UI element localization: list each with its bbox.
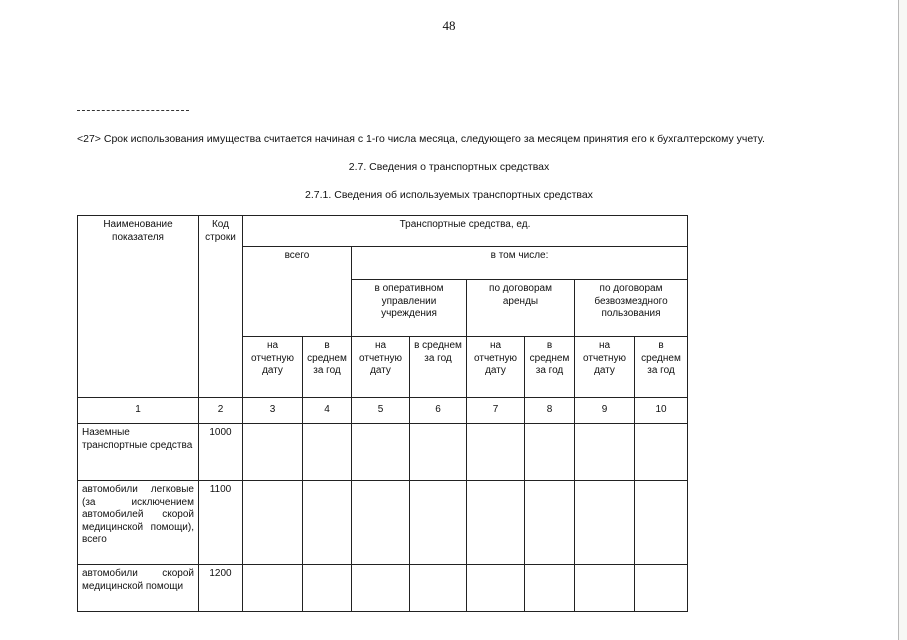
table-cell — [575, 481, 635, 565]
table-row — [78, 424, 688, 481]
col-number: 7 — [467, 398, 525, 424]
page-number: 48 — [442, 18, 456, 33]
table-cell — [525, 565, 575, 612]
header-on-date: на отчетную дату — [467, 337, 525, 398]
col-number: 6 — [410, 398, 467, 424]
footnote-separator — [77, 110, 189, 111]
header-avg-year: в среднем за год — [410, 337, 467, 398]
row-code: 1200 — [199, 565, 243, 612]
section-title: 2.7. Сведения о транспортных средствах — [348, 161, 550, 173]
footnote: <27> Срок использования имущества считается начиная с 1-го числа месяца, следующего за месяцем принятия его к бухгалтерскому учету. — [77, 133, 765, 145]
header-lease: по договорам аренды — [467, 280, 575, 337]
table-cell — [243, 481, 303, 565]
table-cell — [243, 424, 303, 481]
table-cell — [525, 481, 575, 565]
header-avg-year: в среднем за год — [525, 337, 575, 398]
table-cell — [303, 481, 352, 565]
table-cell — [575, 565, 635, 612]
header-on-date: на отчетную дату — [352, 337, 410, 398]
table-cell — [467, 424, 525, 481]
col-number: 3 — [243, 398, 303, 424]
row-name: автомобили скорой медицинской помощи — [78, 565, 199, 612]
vehicles-table — [77, 215, 688, 612]
table-cell — [575, 424, 635, 481]
col-number: 4 — [303, 398, 352, 424]
header-operational: в оперативном управлении учреждения — [352, 280, 467, 337]
header-free-use: по договорам безвозмездного пользования — [575, 280, 688, 337]
header-code: Код строки — [199, 216, 243, 398]
header-on-date: на отчетную дату — [243, 337, 303, 398]
col-number: 2 — [199, 398, 243, 424]
table-cell — [467, 481, 525, 565]
header-indicator: Наименование показателя — [78, 216, 199, 398]
header-vehicles: Транспортные средства, ед. — [243, 216, 688, 247]
col-number: 5 — [352, 398, 410, 424]
table-cell — [410, 481, 467, 565]
table-cell — [352, 424, 410, 481]
table-cell — [635, 481, 688, 565]
header-on-date: на отчетную дату — [575, 337, 635, 398]
table-cell — [635, 565, 688, 612]
row-code: 1000 — [199, 424, 243, 481]
table-cell — [525, 424, 575, 481]
table-cell — [303, 565, 352, 612]
table-cell — [467, 565, 525, 612]
table-cell — [410, 565, 467, 612]
table-cell — [352, 481, 410, 565]
col-number: 1 — [78, 398, 199, 424]
page-edge — [898, 0, 899, 640]
table-cell — [303, 424, 352, 481]
subsection-title: 2.7.1. Сведения об используемых транспортных средствах — [305, 189, 593, 201]
header-avg-year: в среднем за год — [635, 337, 688, 398]
col-number: 10 — [635, 398, 688, 424]
row-name: Наземные транспортные средства — [78, 424, 199, 481]
table-cell — [635, 424, 688, 481]
row-name: автомобили легковые (за исключением автомобилей скорой медицинской помощи), всего — [78, 481, 199, 565]
table-cell — [243, 565, 303, 612]
table-row — [78, 481, 688, 565]
table-cell — [352, 565, 410, 612]
header-including: в том числе: — [352, 247, 688, 280]
header-avg-year: в среднем за год — [303, 337, 352, 398]
col-number: 8 — [525, 398, 575, 424]
col-number: 9 — [575, 398, 635, 424]
table-cell — [410, 424, 467, 481]
row-code: 1100 — [199, 481, 243, 565]
table-row — [78, 565, 688, 612]
header-total: всего — [243, 247, 352, 337]
